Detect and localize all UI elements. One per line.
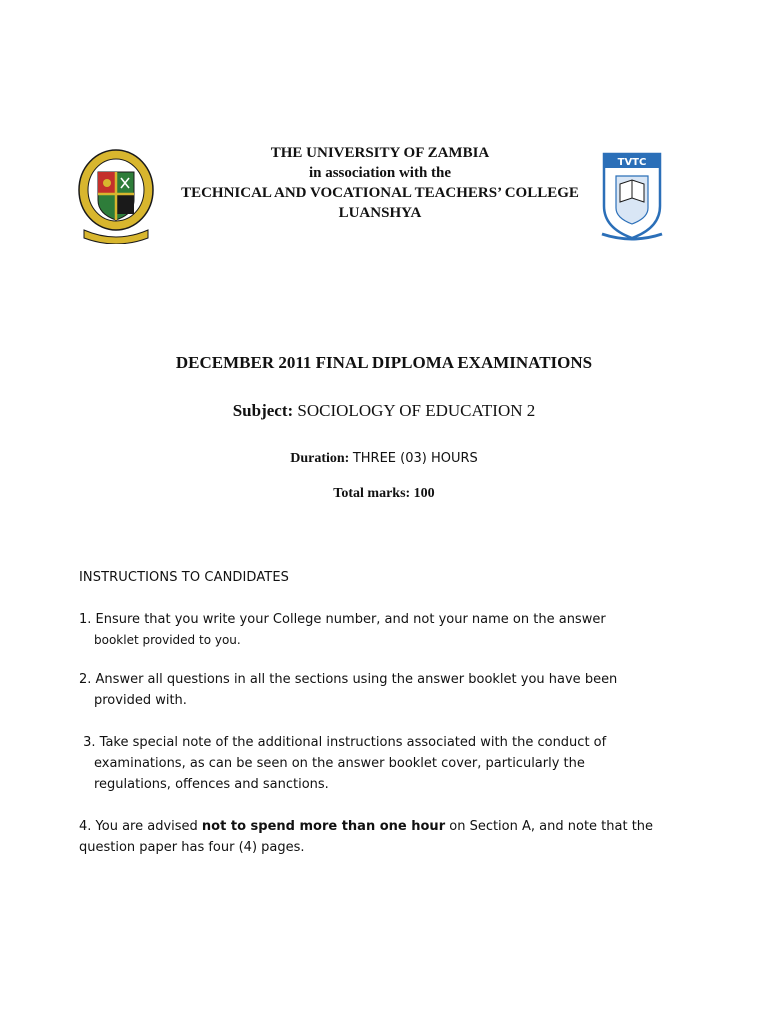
instruction-3-line-2: examinations, as can be seen on the answer booklet cover, particularly the xyxy=(94,756,585,771)
duration-value: THREE (03) HOURS xyxy=(352,451,478,466)
instructions-heading: INSTRUCTIONS TO CANDIDATES xyxy=(79,570,290,585)
instruction-4-line-2: question paper has four (4) pages. xyxy=(79,840,305,855)
instruction-4-pre: 4. You are advised xyxy=(79,819,202,834)
instruction-3-line-3: regulations, offences and sanctions. xyxy=(94,777,329,792)
instruction-item-1 xyxy=(79,609,659,651)
subject-label: Subject: xyxy=(232,401,294,420)
subject-line xyxy=(0,401,768,421)
instruction-3-line-1: 3. Take special note of the additional instructions associated with the conduct of xyxy=(79,735,607,750)
association-line: in association with the xyxy=(308,165,452,181)
tvtc-crest-icon xyxy=(598,150,666,246)
instruction-item-3 xyxy=(79,732,659,795)
instruction-item-2 xyxy=(79,669,659,711)
subject-value: SOCIOLOGY OF EDUCATION 2 xyxy=(297,401,536,420)
tvtc-crest-label: TVTC xyxy=(617,157,647,168)
instruction-1-line-1: 1. Ensure that you write your College number, and not your name on the answer xyxy=(79,612,606,627)
college-name: TECHNICAL AND VOCATIONAL TEACHERS’ COLLEGE xyxy=(181,185,579,201)
instruction-1-line-2: booklet provided to you. xyxy=(94,633,241,647)
duration-line xyxy=(0,451,768,467)
duration-label: Duration: xyxy=(290,451,350,466)
university-name: THE UNIVERSITY OF ZAMBIA xyxy=(270,145,490,161)
instruction-item-4 xyxy=(79,816,659,858)
total-marks: Total marks: 100 xyxy=(333,486,435,501)
instruction-2-line-1: 2. Answer all questions in all the sections using the answer booklet you have been xyxy=(79,672,618,687)
exam-title: DECEMBER 2011 FINAL DIPLOMA EXAMINATIONS xyxy=(175,353,593,372)
instruction-4-emphasis: not to spend more than one hour xyxy=(201,819,446,834)
instruction-2-line-2: provided with. xyxy=(94,693,187,708)
instruction-4-post: on Section A, and note that the xyxy=(445,819,654,834)
university-of-zambia-crest-icon xyxy=(76,148,156,244)
institution-header xyxy=(160,143,600,223)
college-location: LUANSHYA xyxy=(338,205,422,221)
